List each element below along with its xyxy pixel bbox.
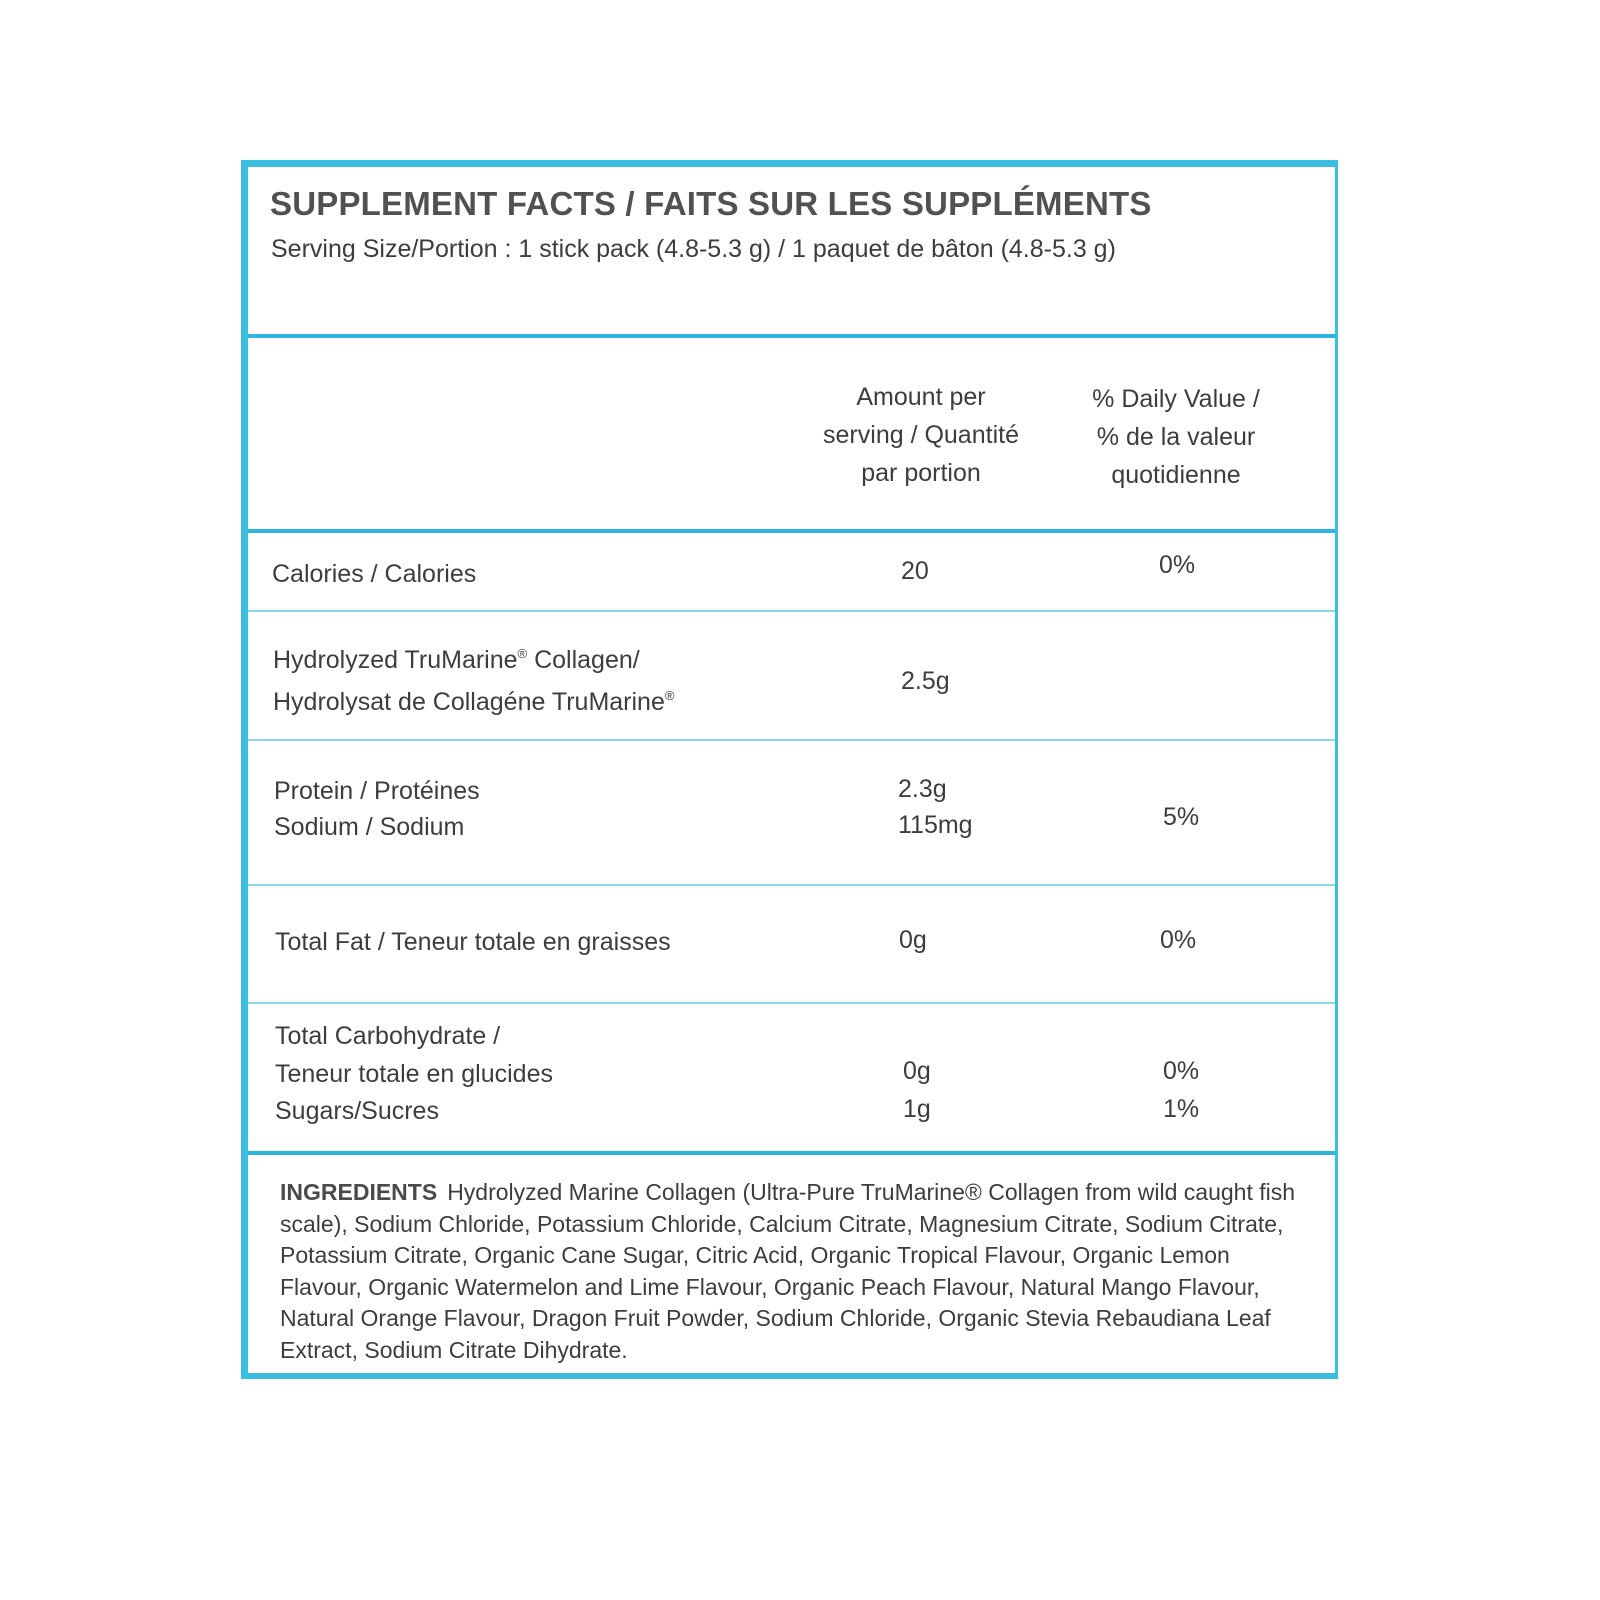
row-collagen-name-line1: Hydrolyzed TruMarine® Collagen/	[273, 646, 640, 674]
row-carbohydrate-name	[275, 1018, 553, 1131]
row-total-fat-dv: 0%	[1160, 926, 1197, 954]
row-carbohydrate-amount-value: 0g	[903, 1057, 931, 1085]
row-calories-amount: 20	[901, 557, 929, 585]
row-carbohydrate-dv	[1163, 1053, 1199, 1128]
row-sugars-amount: 1g	[903, 1094, 931, 1123]
column-header-amount-line: serving / Quantité	[823, 421, 1019, 449]
row-divider	[248, 739, 1335, 741]
column-header-dv-line: % Daily Value /	[1092, 385, 1260, 413]
ingredients-text: Hydrolyzed Marine Collagen (Ultra-Pure TruMarine® Collagen from wild caught fish scale), Sodium Chloride, Potassium Chloride, Calcium Citrate, Magnesium Citrate, Sodium Citrate, Potassium Citrate, Organic Cane Sugar, Citric Acid, Organic Tropical Flavour, Organic Lemon Flavour, Organic Watermelon and Lime Flavour, Organic Peach Flavour, Natural Mango Flavour, Natural Orange Flavour, Dragon Fruit Powder, Sodium Chloride, Organic Stevia Rebaudiana Leaf Extract, Sodium Citrate Dihydrate.	[280, 1179, 1296, 1363]
row-divider	[248, 884, 1335, 886]
row-total-fat-amount: 0g	[899, 926, 927, 954]
header-divider	[248, 334, 1335, 338]
row-protein-amount: 2.3g	[898, 775, 947, 803]
row-divider	[248, 1002, 1335, 1004]
row-collagen-name	[273, 636, 674, 720]
row-sugars-dv: 1%	[1163, 1094, 1200, 1123]
row-collagen-name-line2: Hydrolysat de Collagéne TruMarine®	[273, 688, 675, 716]
column-header-daily-value	[1066, 380, 1286, 494]
column-header-divider	[248, 529, 1335, 533]
row-calories-name: Calories / Calories	[272, 560, 477, 588]
row-protein-sodium-amount	[898, 771, 973, 843]
row-divider	[248, 610, 1335, 612]
column-header-amount	[796, 378, 1046, 492]
column-header-amount-line: par portion	[861, 459, 981, 487]
ingredients-heading: INGREDIENTS	[280, 1179, 438, 1205]
row-calories-dv: 0%	[1159, 551, 1196, 579]
label-title: SUPPLEMENT FACTS / FAITS SUR LES SUPPLÉMENTS	[270, 185, 1152, 222]
row-carbohydrate-name-line2: Teneur totale en glucides	[275, 1059, 553, 1088]
row-total-fat-name: Total Fat / Teneur totale en graisses	[275, 928, 671, 956]
row-carbohydrate-dv-value: 0%	[1163, 1057, 1200, 1085]
ingredients-block	[280, 1177, 1310, 1366]
row-protein-name: Protein / Protéines	[274, 777, 480, 805]
row-collagen-amount: 2.5g	[901, 667, 950, 695]
row-carbohydrate-name-line1: Total Carbohydrate /	[275, 1022, 501, 1050]
row-sodium-name: Sodium / Sodium	[274, 813, 465, 841]
row-sodium-amount: 115mg	[898, 811, 973, 839]
row-carbohydrate-amount	[903, 1053, 931, 1128]
supplement-facts-panel	[241, 160, 1338, 1379]
row-protein-sodium-name	[274, 773, 480, 845]
row-sugars-name: Sugars/Sucres	[275, 1097, 439, 1125]
column-header-dv-line: quotidienne	[1111, 461, 1241, 489]
column-header-amount-line: Amount per	[856, 383, 986, 411]
row-sodium-dv: 5%	[1163, 803, 1200, 831]
serving-size: Serving Size/Portion : 1 stick pack (4.8-5.3 g) / 1 paquet de bâton (4.8-5.3 g)	[271, 235, 1116, 263]
ingredients-divider	[248, 1151, 1335, 1155]
column-header-dv-line: % de la valeur	[1096, 423, 1256, 451]
